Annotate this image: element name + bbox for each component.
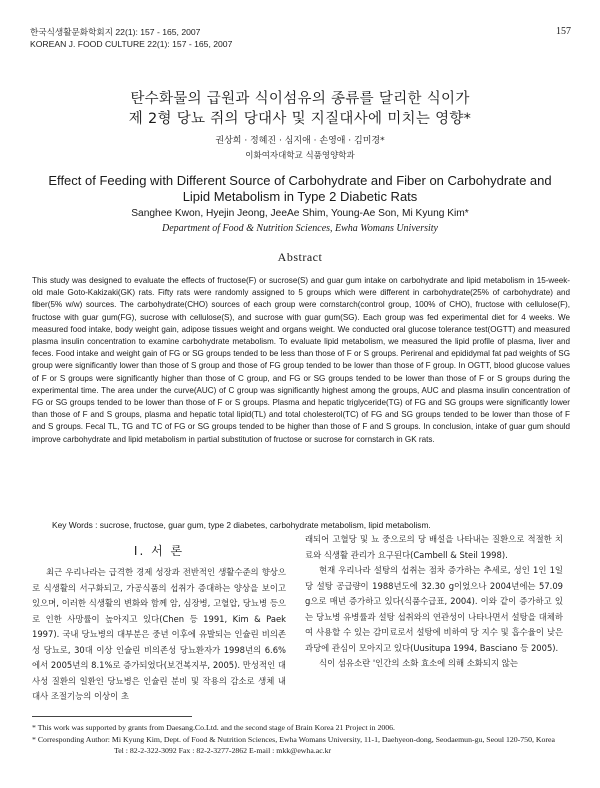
title-korean-line2: 제 2형 당뇨 쥐의 당대사 및 지질대사에 미치는 영향* — [128, 111, 472, 127]
running-head-korean: 한국식생활문화학회지 22(1): 157 - 165, 2007 — [30, 27, 201, 37]
footnote-funding: * This work was supported by grants from Daesang.Co.Ltd. and the second stage of Brain Korea 21 Project in 2006. — [32, 723, 395, 732]
intro-paragraph-continued: 래되어 고혈당 및 뇨 중으로의 당 배설을 나타내는 질환으로 적절한 치료와 식생활 관리가 요구된다(Cambell & Steil 1998). — [305, 534, 563, 560]
title-korean-line1: 탄수화물의 급원과 식이섬유의 종류를 달리한 식이가 — [130, 91, 470, 107]
authors-korean: 권상희 · 정혜진 · 심지애 · 손영애 · 김미경* — [215, 136, 385, 146]
running-head-english: KOREAN J. FOOD CULTURE 22(1): 157 - 165, 2007 — [30, 39, 233, 49]
running-head — [30, 26, 232, 50]
footnote-contact: Tel : 82-2-322-3092 Fax : 82-2-3277-2862 E-mail : mkk@ewha.ac.kr — [114, 746, 332, 755]
keywords: Key Words : sucrose, fructose, guar gum, type 2 diabetes, carbohydrate metabolism, lipid metabolism. — [52, 520, 431, 530]
section-heading-introduction: Ⅰ. 서 론 — [133, 544, 185, 558]
intro-paragraph-sugar: 현재 우리나라 설탕의 섭취는 점차 증가하는 추세로, 성인 1인 1일당 설탕 공급량이 1988년도에 32.30 g이었으나 2004년에는 57.09 g으로 매년 증가하고 있다(식품수급표, 2004). 이와 같이 증가하고 있는 당뇨병 유병률과 설탕 섭취와의 연관성이 나타나면서 설탕을 대체하여 사용할 수 있는 감미료로서 설탕에 비하여 당 지수 및 흡수율이 낮은 과당에 관심이 모아지고 있다(Uusitupa 1994, Basciano 등 2005). — [305, 565, 563, 653]
authors-english: Sanghee Kwon, Hyejin Jeong, JeeAe Shim, Young-Ae Son, Mi Kyung Kim* — [131, 208, 469, 219]
title-english-line1: Effect of Feeding with Different Source of Carbohydrate and Fiber on Carbohydrate and — [48, 173, 552, 188]
footnotes — [32, 722, 572, 757]
introduction-right-column — [305, 532, 563, 672]
affiliation-korean: 이화여자대학교 식품영양학과 — [245, 151, 355, 161]
page-number: 157 — [556, 26, 571, 37]
introduction-left-column: 최근 우리나라는 급격한 경제 성장과 전반적인 생활수준의 향상으로 식생활의 서구화되고, 가공식품의 섭취가 증대하는 양상을 보이고 있으며, 이러한 식생활의 변화와 함께 암, 심장병, 고혈압, 당뇨병 등으로 인한 사망률이 높아지고 있다(Chen 등 1991, Kim & Paek 1997). 국내 당뇨병의 대부분은 중년 이후에 유발되는 인슐린 비의존성 당뇨로, 30대 이상 인슐린 비의존성 당뇨환자가 1998년의 6.6%에서 2005년의 8.1%로 증가되었다(보건복지부, 2005). 만성적인 대사성 질환의 일환인 당뇨병은 인슐린 분비 및 작용의 감소로 생체 내 대사 조절기능의 이상이 초 — [32, 567, 286, 701]
footnote-corresponding-author: * Corresponding Author: Mi Kyung Kim, Dept. of Food & Nutrition Sciences, Ewha Womans University, 11-1, Daehyeon-dong, Seodaemun-gu, Seoul 120-750, Korea — [32, 734, 555, 744]
intro-paragraph-fiber: 식이 섬유소란 '인간의 소화 효소에 의해 소화되지 않는 — [319, 658, 518, 668]
abstract-body: This study was designed to evaluate the effects of fructose(F) or sucrose(S) and guar gum intake on carbohydrate and lipid metabolism in 15-week-old male Goto-Kakizaki(GK) rats. Fifty rats were randomly assigned to 5 groups which were different in carbohydrate(25% of carbohydrate) and fiber(5% w/w) sources. The carbohydrate(CHO) sources of each group were cornstarch(control group, 100% of CHO), fructose with cellulose(F), fructose with guar gum(FG), sucrose with cellulose(S), and sucrose with guar gum(SG). Each group was fed experimental diet for 4 weeks. We measured food intake, body weight gain, adipose tissues weight and organs weight. We conducted oral glucose tolerance test(OGTT) and measured plasma insulin concentration to examine carbohydrate metabolism. To evaluate lipid metabolism, we measured the lipid profile of plasma, liver and feces. Food intake and weight gain of FG or SG groups tended to be less than those of F or S groups. Perirenal and epididymal fat pad weights of SG group were significantly lower than those of S group and those of FG group tended to be lower than those of F group. In OGTT, blood glucose values of F or S groups were significantly higher than those of C group, and FG or SG groups tended to be lower than those of F or S groups during the experimental time. The area under the curve(AUC) of C group was significantly highest among the groups, AUC and plasma insulin concentration of FG or SG groups tended to be lower than those of F or S groups. Plasma and hepatic triglyceride(TG) of FG and SG groups were significantly lower than those of F and S groups, plasma and hepatic total lipid(TL) and total cholesterol(TC) of FG and SG groups tended to be lower than those of F and S groups. Fecal TL, TG and TC of FG or SG groups tended to be higher than those of F and S groups. In conclusion, intake of guar gum should improve carbohydrate and lipid metabolism in partial substitution of fructose or sucrose for cornstarch in GK rats. — [32, 276, 570, 444]
footnote-divider — [32, 716, 192, 717]
affiliation-english: Department of Food & Nutrition Sciences, Ewha Womans University — [162, 223, 438, 234]
abstract-heading: Abstract — [277, 250, 323, 264]
title-english-line2: Lipid Metabolism in Type 2 Diabetic Rats — [182, 189, 418, 204]
